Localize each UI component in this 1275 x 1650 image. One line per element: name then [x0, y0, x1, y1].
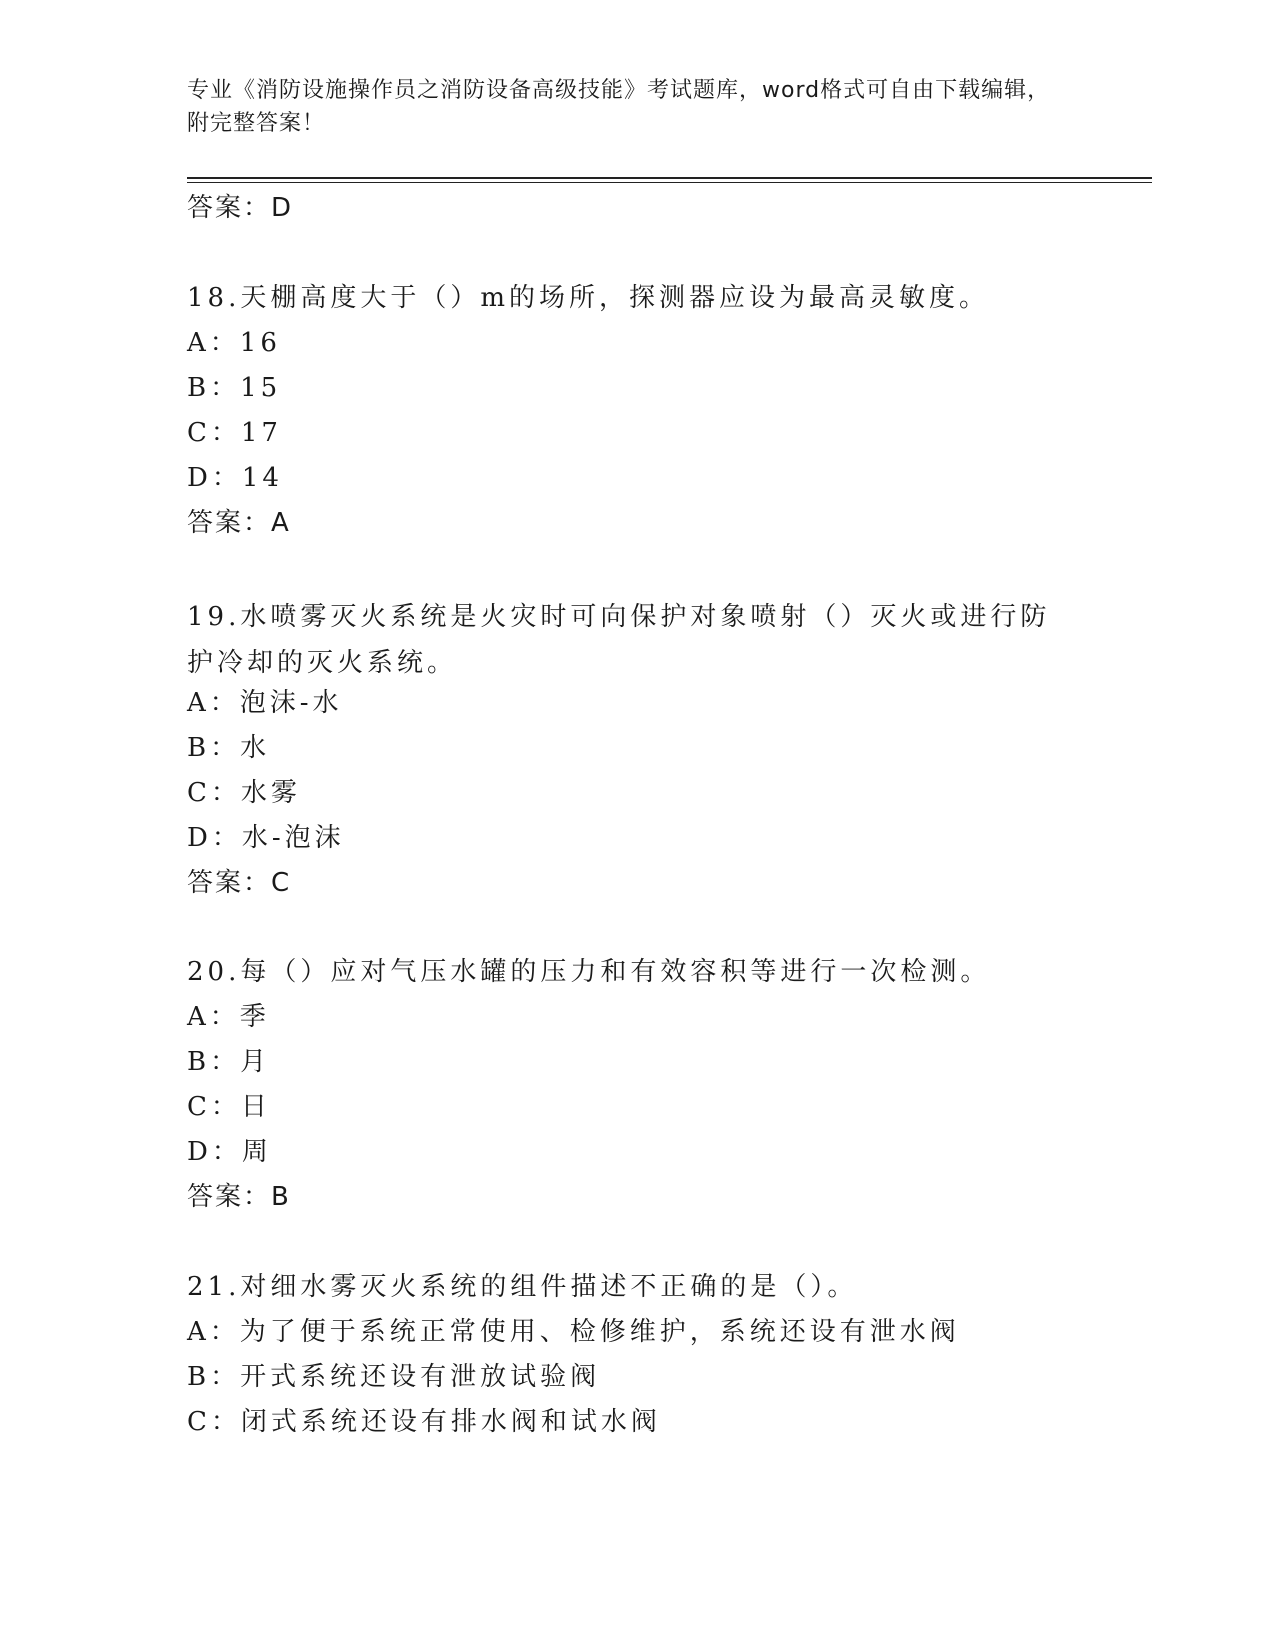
answer-17: 答案：D	[187, 193, 294, 223]
q18-option-a: A：16	[187, 328, 281, 358]
q19-option-a: A：泡沫-水	[187, 688, 343, 718]
q18-option-b: B：15	[187, 373, 282, 403]
question-19: 19.水喷雾灭火系统是火灾时可向保护对象喷射（）灭火或进行防护冷却的灭火系统。	[187, 602, 1051, 678]
q18-option-c: C：17	[187, 418, 282, 448]
document-header: 专业《消防设施操作员之消防设备高级技能》考试题库，word格式可自由下载编辑，附完整答案！	[187, 78, 1051, 136]
q19-option-d: D：水-泡沫	[187, 823, 345, 853]
q18-answer: 答案：A	[187, 508, 291, 538]
question-20: 20.每（）应对气压水罐的压力和有效容积等进行一次检测。	[187, 957, 991, 987]
header-divider-thin	[187, 182, 1152, 183]
q21-option-b: B：开式系统还设有泄放试验阀	[187, 1362, 601, 1392]
q21-option-a: A：为了便于系统正常使用、检修维护，系统还设有泄水阀	[187, 1317, 960, 1347]
q18-option-d: D：14	[187, 463, 283, 493]
question-21: 21.对细水雾灭火系统的组件描述不正确的是（）。	[187, 1272, 858, 1302]
question-18: 18.天棚高度大于（）m的场所，探测器应设为最高灵敏度。	[187, 283, 990, 313]
q19-option-b: B：水	[187, 733, 271, 763]
q20-option-a: A：季	[187, 1002, 270, 1032]
q20-option-c: C：日	[187, 1092, 271, 1122]
header-divider-thick	[187, 177, 1152, 179]
q20-option-d: D：周	[187, 1137, 272, 1167]
q20-option-b: B：月	[187, 1047, 271, 1077]
q20-answer: 答案：B	[187, 1182, 291, 1212]
q19-answer: 答案：C	[187, 868, 292, 898]
q21-option-c: C：闭式系统还设有排水阀和试水阀	[187, 1407, 661, 1437]
q19-option-c: C：水雾	[187, 778, 301, 808]
